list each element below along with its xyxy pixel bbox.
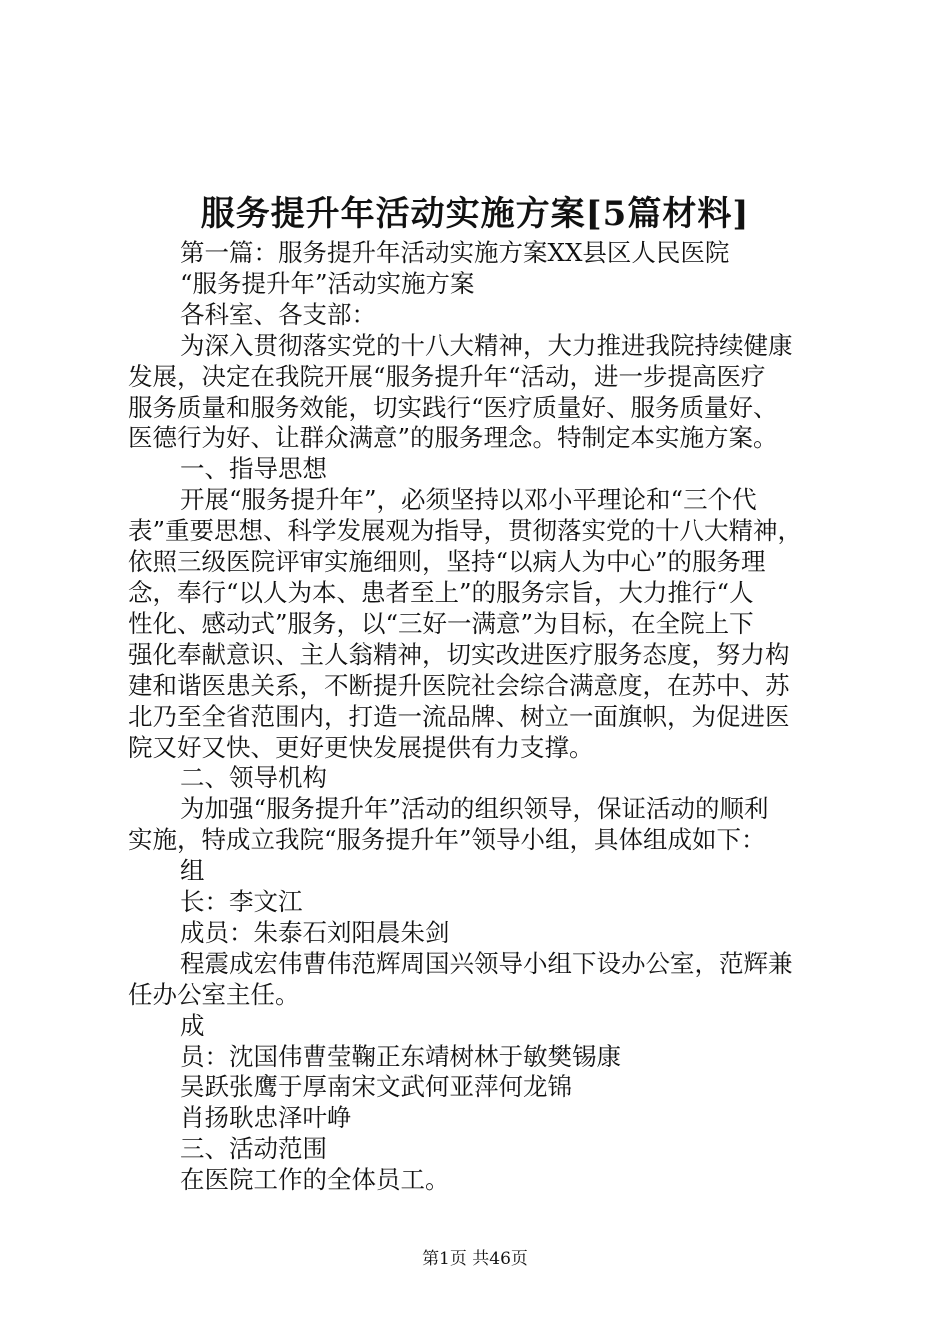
- body-line: 肖扬耿忠泽叶峥: [180, 1103, 352, 1133]
- body-line: 吴跃张鹰于厚南宋文武何亚萍何龙锦: [180, 1072, 572, 1102]
- body-line: 在医院工作的全体员工。: [180, 1165, 450, 1195]
- body-line: 第一篇：服务提升年活动实施方案XX县区人民医院: [180, 238, 730, 267]
- body-line: 依照三级医院评审实施细则，坚持“以病人为中心”的服务理: [128, 547, 766, 577]
- body-line: 强化奉献意识、主人翁精神，切实改进医疗服务态度，努力构: [128, 639, 790, 669]
- body-line: 为加强“服务提升年”活动的组织领导，保证活动的顺利: [180, 794, 769, 824]
- body-line: 性化、感动式”服务，以“三好一满意”为目标，在全院上下: [128, 608, 754, 638]
- body-line: 各科室、各支部：: [180, 299, 376, 329]
- body-line: 组: [180, 856, 205, 886]
- document-title: 服务提升年活动实施方案[5篇材料]: [200, 194, 750, 234]
- body-line: 程震成宏伟曹伟范辉周国兴领导小组下设办公室，范辉兼: [180, 948, 793, 978]
- page-number: 第1页 共46页: [422, 1249, 528, 1269]
- section-heading: 一、指导思想: [180, 454, 327, 484]
- body-line: 成员：朱泰石刘阳晨朱剑: [180, 917, 450, 947]
- body-line: 为深入贯彻落实党的十八大精神，大力推进我院持续健康: [180, 330, 793, 360]
- body-line: 服务质量和服务效能，切实践行“医疗质量好、服务质量好、: [128, 392, 778, 422]
- body-line: 成: [180, 1010, 205, 1040]
- body-line: 院又好又快、更好更快发展提供有力支撑。: [128, 732, 594, 762]
- section-heading: 二、领导机构: [180, 763, 327, 793]
- body-line: “服务提升年”活动实施方案: [180, 268, 475, 298]
- body-line: 北乃至全省范围内，打造一流品牌、树立一面旗帜，为促进医: [128, 701, 790, 731]
- body-line: 表”重要思想、科学发展观为指导，贯彻落实党的十八大精神，: [128, 516, 803, 546]
- body-line: 建和谐医患关系，不断提升医院社会综合满意度，在苏中、苏: [128, 670, 790, 700]
- body-line: 长：李文江: [180, 887, 303, 917]
- body-line: 任办公室主任。: [128, 979, 300, 1009]
- body-line: 开展“服务提升年”，必须坚持以邓小平理论和“三个代: [180, 485, 757, 515]
- document-body: [128, 238, 833, 1196]
- section-heading: 三、活动范围: [180, 1134, 327, 1164]
- body-line: 发展，决定在我院开展“服务提升年“活动，进一步提高医疗: [128, 361, 766, 391]
- body-line: 员：沈国伟曹莹鞠正东靖树林于敏樊锡康: [180, 1041, 621, 1071]
- body-line: 念，奉行“以人为本、患者至上”的服务宗旨，大力推行“人: [128, 577, 754, 607]
- body-line: 医德行为好、让群众满意”的服务理念。特制定本实施方案。: [128, 423, 778, 453]
- body-line: 实施，特成立我院“服务提升年”领导小组，具体组成如下：: [128, 825, 766, 855]
